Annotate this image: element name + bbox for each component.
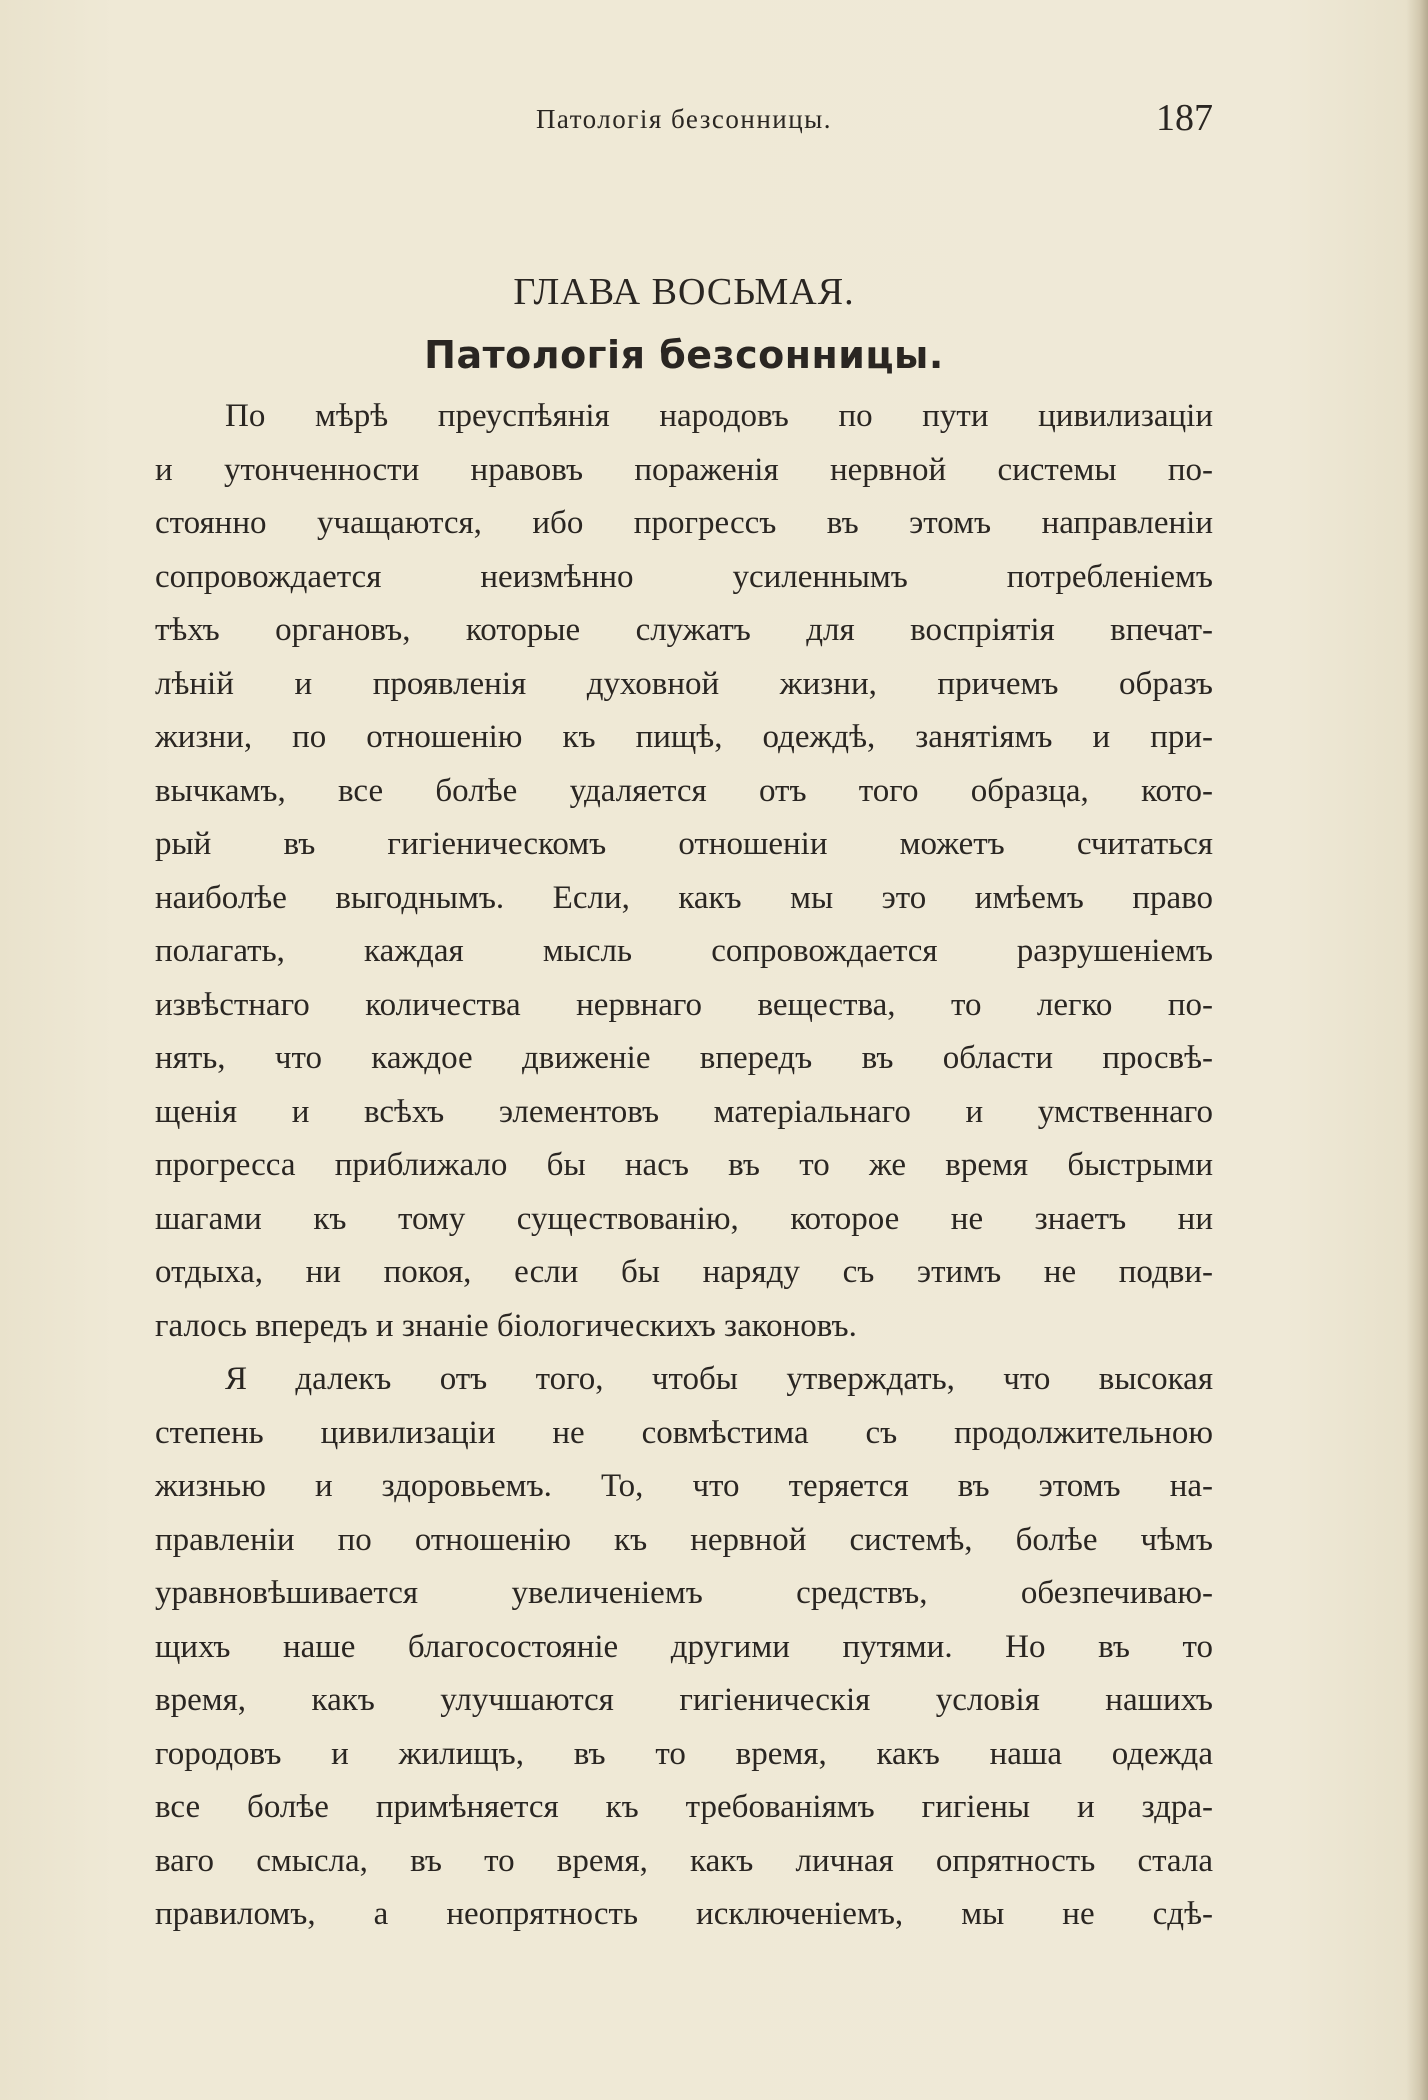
text-line: правленіи по отношенію къ нервной системѣ, болѣе чѣмъ xyxy=(155,1521,1213,1558)
text-line: наиболѣе выгоднымъ. Если, какъ мы это имѣемъ право xyxy=(155,879,1213,916)
text-line: прогресса приближало бы насъ въ то же время быстрыми xyxy=(155,1147,1213,1183)
text-line: жизнью и здоровьемъ. То, что теряется въ этомъ на- xyxy=(155,1468,1213,1504)
text-line: и утонченности нравовъ пораженія нервной системы по- xyxy=(155,451,1213,488)
page-number: 187 xyxy=(1156,97,1213,139)
text-line: городовъ и жилищъ, въ то время, какъ наша одежда xyxy=(155,1735,1213,1772)
text-line: нять, что каждое движеніе впередъ въ области просвѣ- xyxy=(155,1040,1213,1076)
page-header xyxy=(155,96,1213,146)
text-line: щихъ наше благосостояніе другими путями. Но въ то xyxy=(155,1628,1213,1665)
chapter-title: ГЛАВА ВОСЬМАЯ. xyxy=(513,271,855,313)
text-line: галось впередъ и знаніе біологическихъ законовъ. xyxy=(155,1307,857,1344)
text-line: тѣхъ органовъ, которые служатъ для воспріятія впечат- xyxy=(155,612,1213,648)
text-line: щенія и всѣхъ элементовъ матеріальнаго и умственнаго xyxy=(155,1093,1213,1130)
text-line: стоянно учащаются, ибо прогрессъ въ этомъ направленіи xyxy=(155,505,1213,541)
text-line: Я далекъ отъ того, чтобы утверждать, что высокая xyxy=(225,1361,1213,1397)
page-edge-shadow xyxy=(1406,0,1428,2100)
text-line: лѣній и проявленія духовной жизни, причемъ образъ xyxy=(155,665,1213,702)
text-line: жизни, по отношенію къ пищѣ, одеждѣ, занятіямъ и при- xyxy=(155,719,1213,755)
text-line: уравновѣшивается увеличеніемъ средствъ, обезпечиваю- xyxy=(155,1575,1213,1611)
text-line: рый въ гигіеническомъ отношеніи можетъ считаться xyxy=(155,826,1213,862)
text-line: степень цивилизаціи не совмѣстима съ продолжительною xyxy=(155,1414,1213,1451)
text-line: извѣстнаго количества нервнаго вещества, то легко по- xyxy=(155,986,1213,1023)
chapter-subtitle: Патологія безсонницы. xyxy=(424,333,944,377)
text-line: все болѣе примѣняется къ требованіямъ гигіены и здра- xyxy=(155,1789,1213,1825)
text-line: время, какъ улучшаются гигіеническія условія нашихъ xyxy=(155,1682,1213,1718)
running-title: Патологія безсонницы. xyxy=(535,104,833,134)
text-line: сопровождается неизмѣнно усиленнымъ потребленіемъ xyxy=(155,558,1213,595)
text-line: ваго смысла, въ то время, какъ личная опрятность стала xyxy=(155,1842,1213,1879)
text-line: шагами къ тому существованію, которое не знаетъ ни xyxy=(155,1200,1213,1237)
text-line: вычкамъ, все болѣе удаляется отъ того образца, кото- xyxy=(155,772,1213,809)
text-line: По мѣрѣ преуспѣянія народовъ по пути цивилизаціи xyxy=(225,398,1213,434)
body-text xyxy=(155,390,1213,1942)
text-line: полагать, каждая мысль сопровождается разрушеніемъ xyxy=(155,933,1213,969)
text-line: правиломъ, а неопрятность исключеніемъ, мы не сдѣ- xyxy=(155,1896,1213,1932)
text-line: отдыха, ни покоя, если бы наряду съ этимъ не подви- xyxy=(155,1254,1213,1290)
